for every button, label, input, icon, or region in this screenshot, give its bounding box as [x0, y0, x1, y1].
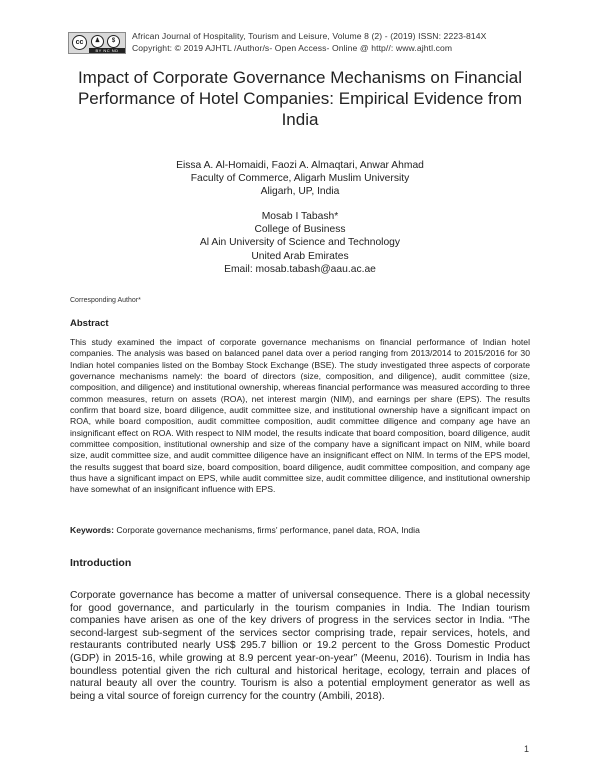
introduction-text: Corporate governance has become a matter of universal consequence. There is a global necessity for good governance, and particularly in the tourism companies in India. The Indian tourism companies have arisen as one of the key drivers of progress in the services sector in India. “The second-largest sub-segment of the services sector comprising trade, repair services, hotels, and restaurants contributed nearly US$ 295.7 billion or 19.2 percent to the Gross Domestic Product (GDP) in 2015-16, while growing at 8.9 percent year-on-year” (Meenu, 2016). Tourism in India has boundless potential given the rich cultural and historical heritage, ecology, terrain and places of natural beauty all over the country. Tourism is also a potential employment generator as well as being a vital source of foreign currency for the country (Ambili, 2018).: [70, 590, 530, 702]
creative-commons-badge: [68, 32, 126, 54]
author-names: Eissa A. Al-Homaidi, Faozi A. Almaqtari, Anwar Ahmad: [176, 160, 424, 171]
author-name: Mosab I Tabash*: [261, 211, 339, 222]
abstract-heading: Abstract: [70, 318, 109, 329]
license-strip: BY NC ND: [89, 48, 125, 53]
page-number: 1: [524, 744, 530, 754]
journal-citation: African Journal of Hospitality, Tourism and Leisure, Volume 8 (2) - (2019) ISSN: 2223-814X: [132, 31, 487, 41]
author-faculty: Faculty of Commerce, Aligarh Muslim University: [190, 173, 410, 185]
by-icon: ♟: [91, 35, 104, 48]
nc-icon: $: [107, 35, 120, 48]
page-header: [68, 30, 568, 60]
copyright-notice: Copyright: © 2019 AJHTL /Author/s- Open Access- Online @ http//: www.ajhtl.com: [132, 43, 453, 53]
author-location: Aligarh, UP, India: [260, 186, 340, 198]
paper-title: Impact of Corporate Governance Mechanisms on Financial Performance of Hotel Companies: Empirical Evidence from India: [77, 68, 523, 129]
keywords-label: Keywords:: [70, 525, 114, 535]
author-block-1: [80, 159, 520, 199]
author-block-2: [80, 210, 520, 276]
author-country: United Arab Emirates: [251, 250, 349, 262]
corresponding-author-note: Corresponding Author*: [70, 297, 141, 304]
author-email[interactable]: Email: mosab.tabash@aau.ac.ae: [224, 263, 376, 275]
introduction-heading: Introduction: [70, 557, 132, 569]
cc-icon: cc: [72, 35, 87, 50]
keywords-text: Corporate governance mechanisms, firms' performance, panel data, ROA, India: [116, 525, 420, 535]
abstract-text: This study examined the impact of corporate governance mechanisms on financial performance of Indian hotel companies. The analysis was based on balanced panel data over a period ranging from 2013/2014 to 2015/2016 for 30 Indian hotel companies listed on the Bombay Stock Exchange (BSE). The study investigated three aspects of corporate governance mechanisms namely: the board of directors (size, composition, and diligence), audit committee (size, composition, and diligence) and institutional ownership, whereas financial performance was measured according to three common measures, return on assets (ROA), net interest margin (NIM), and earnings per share (EPS). The results confirm that board size, board diligence, audit committee size, and institutional ownership have a significant impact on ROA, while board composition, audit committee composition, audit committee diligence and company age have an insignificant effect on ROA. With respect to NIM model, the results indicate that board composition, board diligence, audit committee composition, institutional ownership and size of the company have a significant impact on NIM, while board size, audit committee size, and audit committee diligence have an insignificant effect on NIM. In terms of the EPS model, the results suggest that board size, board composition, board diligence, audit committee composition, and company age thus have a significant impact on EPS, while audit committee size, audit committee diligence, and institutional ownership have somewhat of an insignificant influence with EPS.: [70, 337, 530, 495]
author-college: College of Business: [254, 224, 346, 236]
author-university: Al Ain University of Science and Technology: [199, 237, 401, 249]
keywords-line: [70, 525, 530, 535]
